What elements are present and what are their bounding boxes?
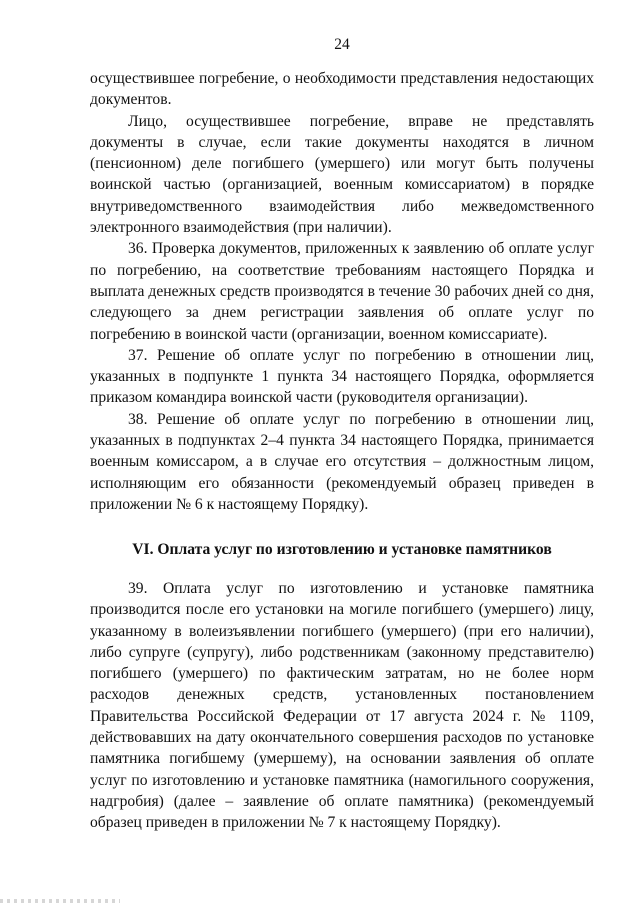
- section-title: VI. Оплата услуг по изготовлению и установке памятников: [132, 541, 552, 558]
- body-text-block: [90, 68, 594, 515]
- paragraph-37: 37. Решение об оплате услуг по погребению в отношении лиц, указанных в подпункте 1 пункта 34 настоящего Порядка, оформляется приказом командира воинской части (руководителя организации).: [90, 346, 594, 407]
- paragraph-38: 38. Решение об оплате услуг по погребению в отношении лиц, указанных в подпунктах 2–4 пункта 34 настоящего Порядка, принимается военным комиссаром, а в случае его отсутствия – должностным лицом, исполняющим его обязанности (рекомендуемый образец приведен в приложении № 6 к настоящему Порядку).: [90, 410, 594, 513]
- paragraph-continuation: осуществившее погребение, о необходимости представления недостающих документов.: [90, 70, 594, 109]
- paragraph-documents: Лицо, осуществившее погребение, вправе не представлять документы в случае, если такие документы находятся в личном (пенсионном) деле погибшего (умершего) или могут быть получены воинской частью (организацией, военным комиссариатом) в порядке внутриведомственного взаимодействия либо межведомственного электронного взаимодействия (при наличии).: [90, 112, 594, 237]
- paragraph-39: 39. Оплата услуг по изготовлению и установке памятника производится после его установки на могиле погибшего (умершего) лицу, указанному в волеизъявлении погибшего (умершего) (при его наличии), либо супруге (супругу), либо родственникам (законному представителю) погибшего (умершего) по фактическим затратам, но не более норм расходов денежных средств, установленных постановлением Правительства Российской Федерации от 17 августа 2024 г. № 1109, действовавших на дату окончательного совершения расходов по установке памятника погибшему (умершему), на основании заявления об оплате услуг по изготовлению и установке памятника (намогильного сооружения, надгробия) (далее – заявление об оплате памятника) (рекомендуемый образец приведен в приложении № 7 к настоящему Порядку).: [90, 580, 594, 832]
- page-number: 24: [334, 36, 350, 53]
- body-text-block-2: [90, 578, 594, 834]
- scan-edge-artifact: [0, 899, 120, 903]
- paragraph-36: 36. Проверка документов, приложенных к заявлению об оплате услуг по погребению, на соответствие требованиям настоящего Порядка и выплата денежных средств производятся в течение 30 рабочих дней со дня, следующего за днем регистрации заявления об оплате услуг по погребению в воинской части (организации, военном комиссариате).: [90, 240, 594, 343]
